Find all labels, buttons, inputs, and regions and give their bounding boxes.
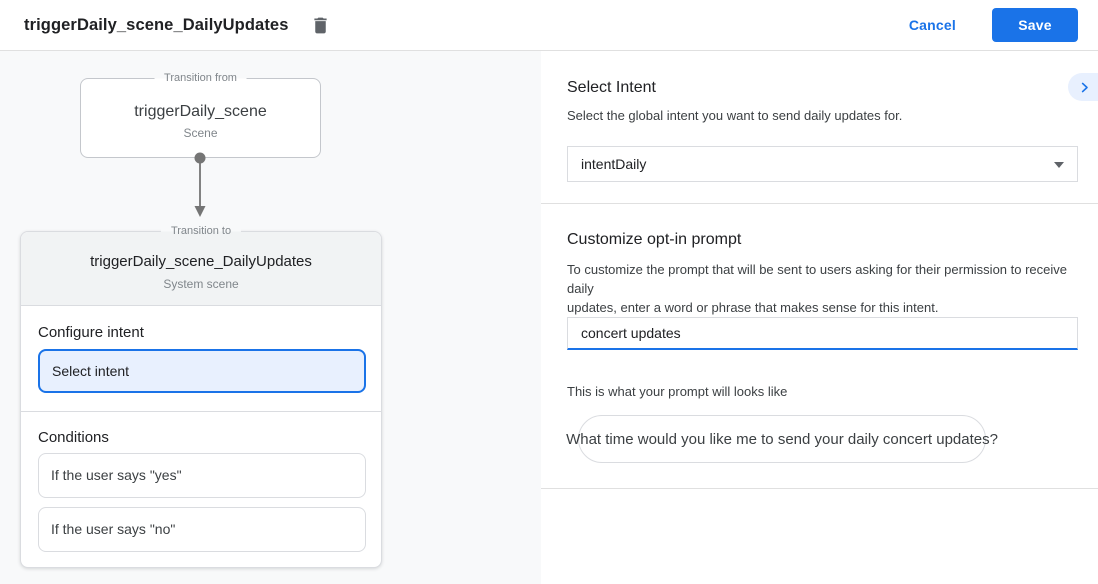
select-intent-item[interactable]: Select intent (38, 349, 366, 393)
intent-dropdown-value: intentDaily (581, 156, 647, 172)
scene-diagram-panel (0, 51, 541, 584)
condition-item-yes[interactable]: If the user says "yes" (38, 453, 366, 498)
opt-in-phrase-input[interactable] (567, 317, 1078, 350)
trash-icon (310, 15, 331, 36)
select-intent-section-heading: Select Intent (567, 79, 656, 96)
chevron-right-icon (1077, 80, 1092, 95)
collapse-panel-button[interactable] (1068, 73, 1098, 101)
page-title: triggerDaily_scene_DailyUpdates (24, 15, 289, 34)
prompt-preview-caption: This is what your prompt will looks like (567, 384, 788, 399)
transition-to-label: Transition to (161, 224, 241, 239)
configure-intent-heading: Configure intent (38, 324, 144, 341)
panel-divider (541, 203, 1098, 204)
description-line-2: updates, enter a word or phrase that makes sense for this intent. (567, 300, 939, 315)
panel-divider-bottom (541, 488, 1098, 489)
to-scene-type: System scene (163, 277, 239, 291)
customize-prompt-heading: Customize opt-in prompt (567, 231, 742, 248)
transition-to-header (21, 232, 381, 306)
conditions-heading: Conditions (38, 429, 109, 446)
delete-scene-button[interactable] (306, 11, 334, 39)
condition-item-no[interactable]: If the user says "no" (38, 507, 366, 552)
card-section-divider (21, 411, 381, 412)
transition-to-card (20, 225, 382, 568)
description-line-1: To customize the prompt that will be sent to users asking for their permission to receive daily (567, 262, 1067, 296)
transition-from-label: Transition from (154, 71, 247, 86)
top-bar (0, 0, 1098, 51)
select-intent-description: Select the global intent you want to send daily updates for. (567, 108, 903, 123)
transition-arrow-icon (190, 151, 210, 221)
from-scene-type: Scene (183, 126, 218, 140)
from-scene-name: triggerDaily_scene (134, 103, 267, 120)
to-scene-name: triggerDaily_scene_DailyUpdates (90, 253, 312, 270)
customize-prompt-description (567, 260, 1082, 317)
save-button[interactable]: Save (992, 8, 1078, 42)
prompt-preview-bubble: What time would you like me to send your daily concert updates? (578, 415, 986, 463)
intent-settings-panel (541, 51, 1098, 584)
cancel-button[interactable]: Cancel (908, 17, 956, 33)
intent-dropdown[interactable] (567, 146, 1078, 182)
transition-from-node[interactable] (80, 72, 321, 158)
dropdown-arrow-icon (1054, 162, 1064, 168)
